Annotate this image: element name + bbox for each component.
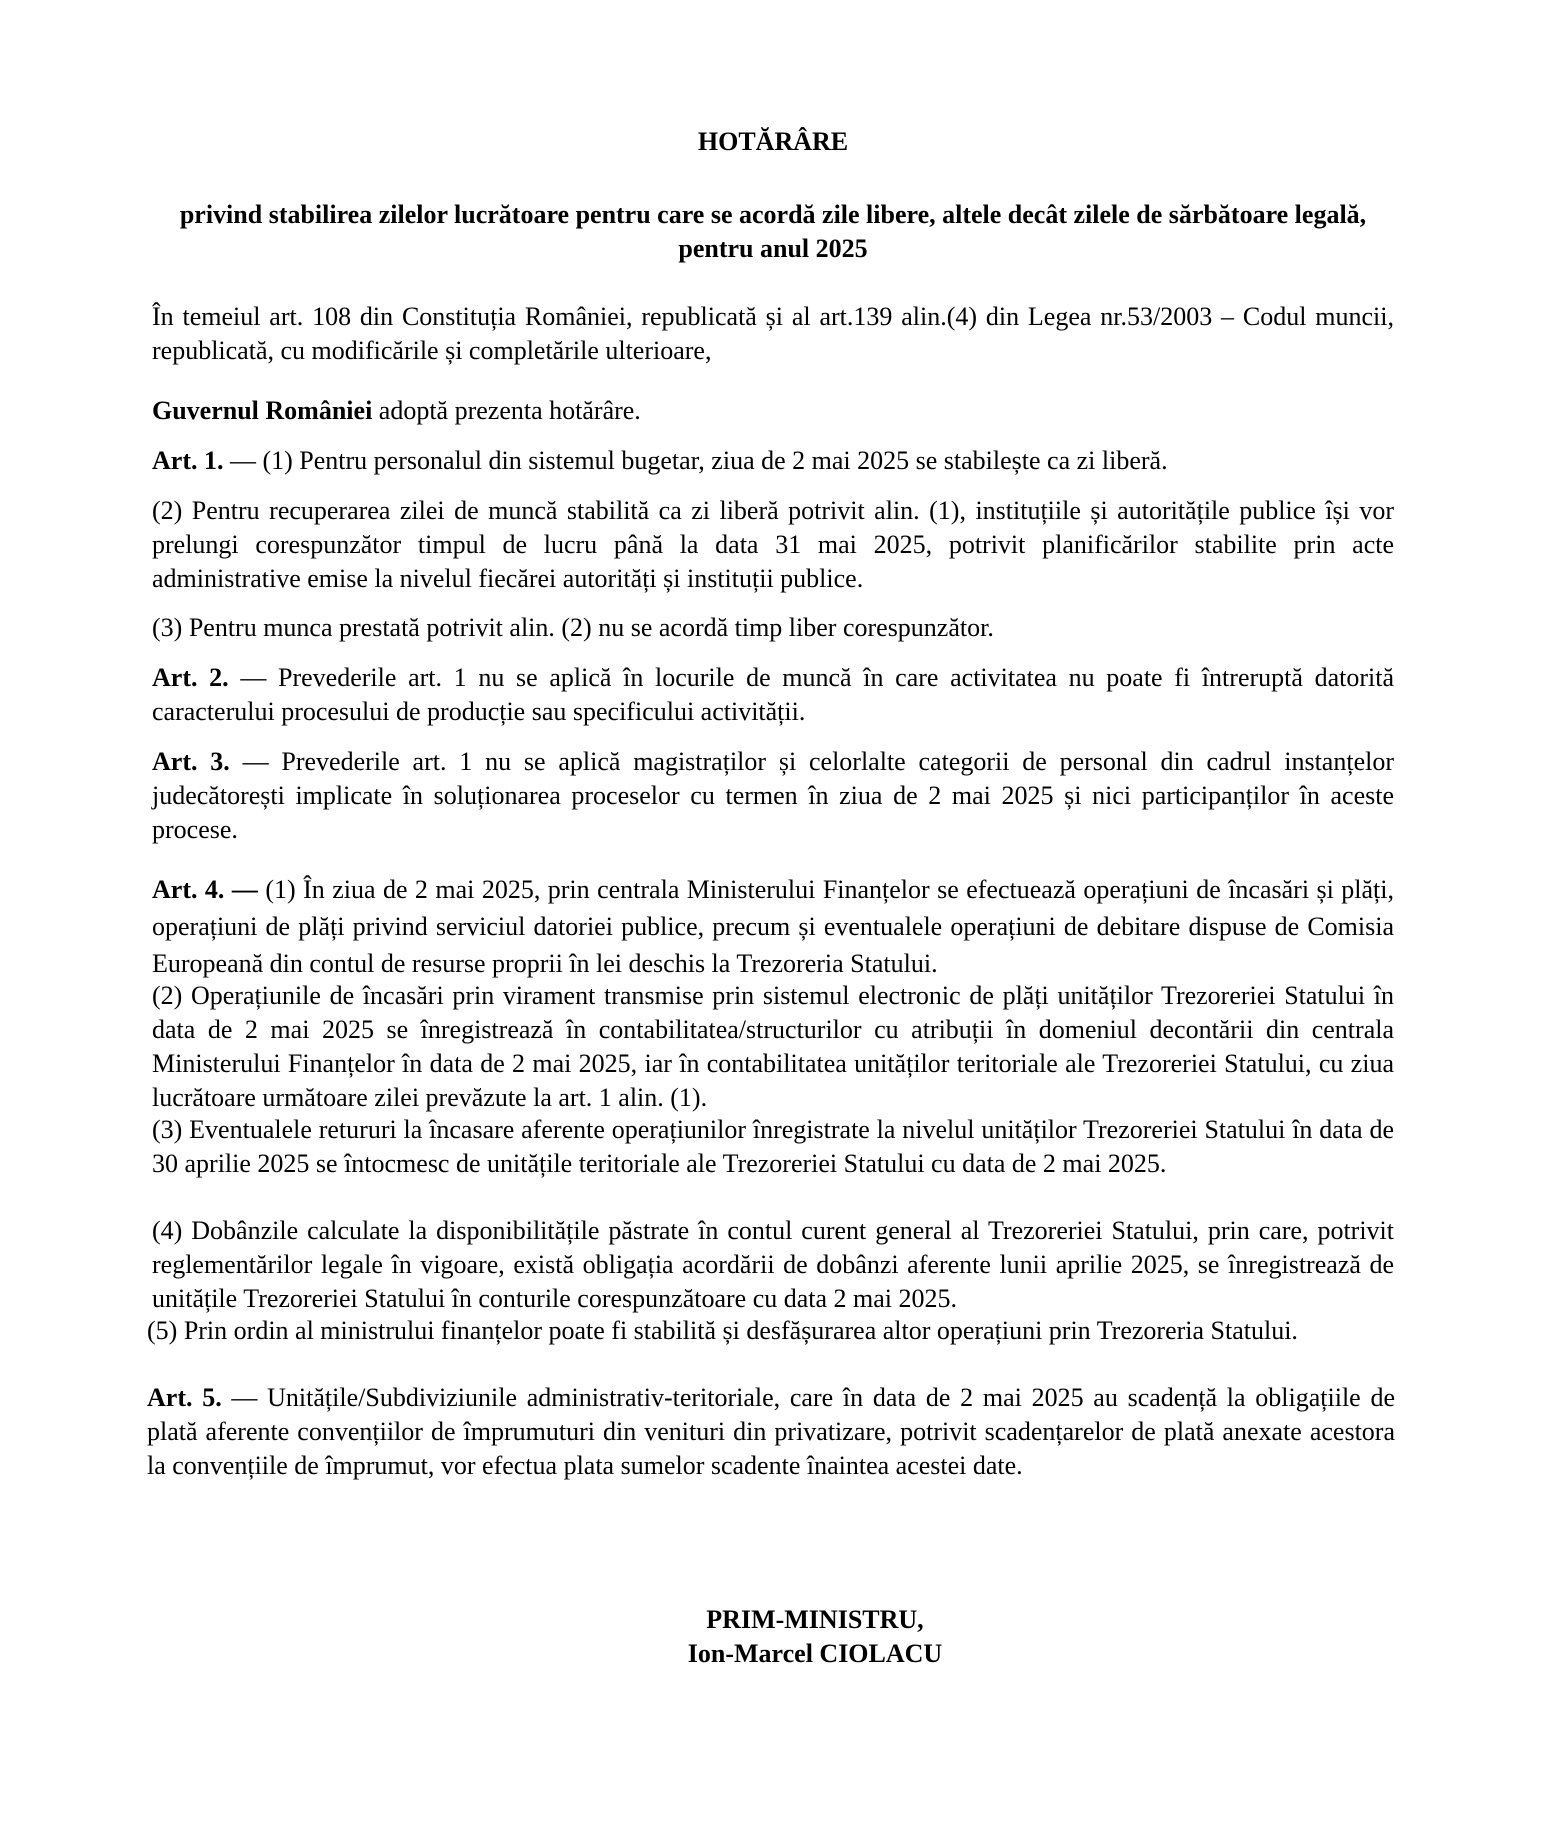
government-name: Guvernul României bbox=[152, 396, 373, 425]
article-4-para-3: (3) Eventualele retururi la încasare aferente operațiunilor înregistrate la nivelul unităților Trezoreriei Statului în data de 30 aprilie 2025 se întocmesc de unitățile teritoriale ale Trezoreriei Statului cu data de 2 mai 2025. bbox=[152, 1115, 1394, 1178]
document-title: HOTĂRÂRE bbox=[697, 127, 849, 156]
article-4-para-2: (2) Operațiunile de încasări prin virament transmise prin sistemul electronic de plăți unităților Trezoreriei Statului în data de 2 mai 2025 se înregistrează în contabilitatea/structurilor cu atribuții în domeniul decontării din centrala Ministerului Finanțelor în data de 2 mai 2025, iar în contabilitatea unităților teritoriale ale Trezoreriei Statului, cu ziua lucrătoare următoare zilei prevăzute la art. 1 alin. (1). bbox=[152, 981, 1394, 1112]
signature-role: PRIM-MINISTRU, bbox=[706, 1605, 924, 1634]
signature-name: Ion-Marcel CIOLACU bbox=[687, 1639, 943, 1668]
adoption-text: adoptă prezenta hotărâre. bbox=[372, 396, 641, 425]
article-2-label: Art. 2. bbox=[152, 663, 229, 692]
article-1-para-3: (3) Pentru munca prestată potrivit alin. (2) nu se acordă timp liber corespunzător. bbox=[152, 613, 994, 642]
article-1-para-1 bbox=[152, 444, 1394, 478]
article-3 bbox=[152, 745, 1394, 847]
article-5 bbox=[147, 1381, 1395, 1483]
article-1-text: — (1) Pentru personalul din sistemul bugetar, ziua de 2 mai 2025 se stabilește ca zi liberă. bbox=[223, 446, 1168, 475]
article-2 bbox=[152, 661, 1394, 729]
article-4-text: (1) În ziua de 2 mai 2025, prin centrala Ministerului Finanțelor se efectuează operațiuni de încasări și plăți, operațiuni de plăți privind serviciul datoriei publice, precum și eventualele operațiuni de debitare dispuse de Comisia Europeană din contul de resurse proprii în lei deschis la Trezoreria Statului. bbox=[152, 875, 1394, 978]
adoption-clause bbox=[152, 394, 1394, 428]
document-subtitle: privind stabilirea zilelor lucrătoare pentru care se acordă zile libere, altele decât zilele de sărbătoare legală, pentru anul 2025 bbox=[179, 200, 1367, 263]
article-1-label: Art. 1. bbox=[152, 446, 224, 475]
article-4-para-5: (5) Prin ordin al ministrului finanțelor poate fi stabilită și desfășurarea altor operațiuni prin Trezoreria Statului. bbox=[147, 1316, 1298, 1345]
article-3-text: — Prevederile art. 1 nu se aplică magistraților și celorlalte categorii de personal din cadrul instanțelor judecătorești implicate în soluționarea proceselor cu termen în ziua de 2 mai 2025 și nici participanților în aceste procese. bbox=[152, 747, 1394, 844]
article-2-text: — Prevederile art. 1 nu se aplică în locurile de muncă în care activitatea nu poate fi întreruptă datorită caracterului procesului de producție sau specificului activității. bbox=[152, 663, 1394, 726]
article-5-text: — Unitățile/Subdiviziunile administrativ-teritoriale, care în data de 2 mai 2025 au scadență la obligațiile de plată aferente convențiilor de împrumuturi din venituri din privatizare, potrivit scadențarelor de plată anexate acestora la convențiile de împrumut, vor efectua plata sumelor scadente înaintea acestei date. bbox=[147, 1383, 1395, 1480]
article-5-label: Art. 5. bbox=[147, 1383, 222, 1412]
article-4-label: Art. 4. — bbox=[152, 875, 258, 904]
article-3-label: Art. 3. bbox=[152, 747, 230, 776]
preamble: În temeiul art. 108 din Constituția României, republicată și al art.139 alin.(4) din Legea nr.53/2003 – Codul muncii, republicată, cu modificările și completările ulterioare, bbox=[152, 302, 1394, 365]
article-4-para-1 bbox=[152, 871, 1394, 982]
article-4-para-4: (4) Dobânzile calculate la disponibilitățile păstrate în contul curent general al Trezoreriei Statului, prin care, potrivit reglementărilor legale în vigoare, există obligația acordării de dobânzi aferente lunii aprilie 2025, se înregistrează de unitățile Trezoreriei Statului în conturile corespunzătoare cu data 2 mai 2025. bbox=[152, 1216, 1394, 1313]
article-1-para-2: (2) Pentru recuperarea zilei de muncă stabilită ca zi liberă potrivit alin. (1), instituțiile și autoritățile publice își vor prelungi corespunzător timpul de lucru până la data 31 mai 2025, potrivit planificărilor stabilite prin acte administrative emise la nivelul fiecărei autorități și instituții publice. bbox=[152, 496, 1394, 593]
